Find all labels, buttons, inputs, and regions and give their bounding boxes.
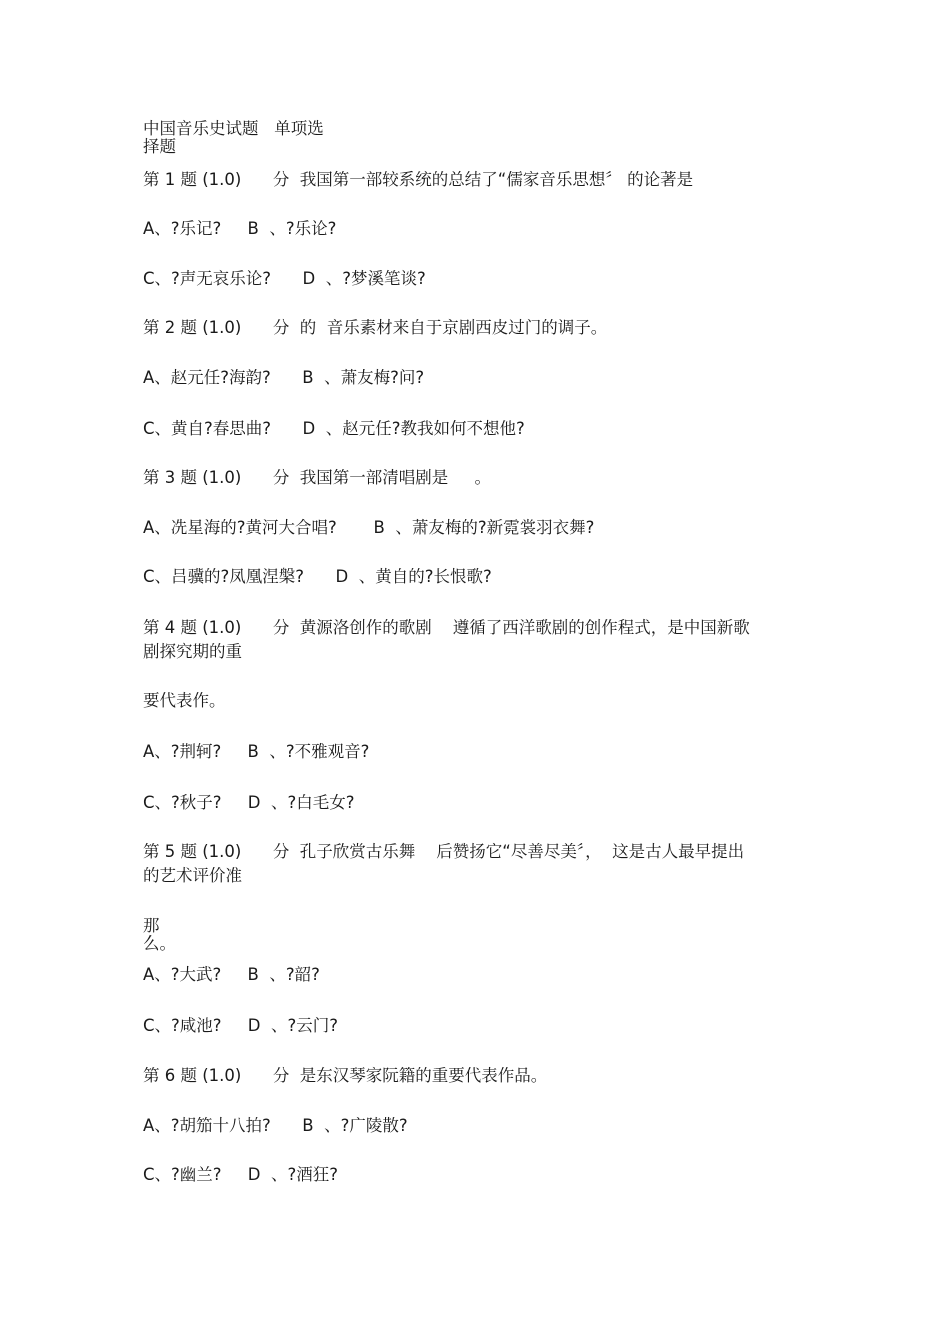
question-5-options-ab: A、?大武? B 、?韶? <box>143 965 320 984</box>
question-5-options-cd: C、?咸池? D 、?云门? <box>143 1016 338 1035</box>
question-3-options-cd: C、吕骥的?凤凰涅槃? D 、黄自的?长恨歌? <box>143 567 492 586</box>
question-2-options-cd: C、黄自?春思曲? D 、赵元任?教我如何不想他? <box>143 419 525 438</box>
question-6-options-ab: A、?胡笳十八拍? B 、?广陵散? <box>143 1116 408 1135</box>
question-6-text: 第 6 题 (1.0) 分 是东汉琴家阮籍的重要代表作品。 <box>143 1066 548 1085</box>
question-2-text: 第 2 题 (1.0) 分 的 音乐素材来自于京剧西皮过门的调子。 <box>143 318 608 337</box>
document-title-line1: 中国音乐史试题 单项选 <box>143 119 324 138</box>
document-title-line2: 择题 <box>143 137 176 156</box>
question-5-text-line2: 的艺术评价准 <box>143 866 242 885</box>
question-2-options-ab: A、赵元任?海韵? B 、萧友梅?问? <box>143 368 425 387</box>
question-5-text-line3: 那 <box>143 916 160 935</box>
question-4-options-ab: A、?荆轲? B 、?不雅观音? <box>143 742 370 761</box>
question-1-options-cd: C、?声无哀乐论? D 、?梦溪笔谈? <box>143 269 426 288</box>
question-4-options-cd: C、?秋子? D 、?白毛女? <box>143 793 355 812</box>
question-5-text-line4: 么。 <box>143 934 176 953</box>
question-4-text-line3: 要代表作。 <box>143 691 226 710</box>
question-5-text-line1: 第 5 题 (1.0) 分 孔子欣赏古乐舞 后赞扬它“尽善尽美〞， 这是古人最早提出 <box>143 842 745 861</box>
question-6-options-cd: C、?幽兰? D 、?酒狂? <box>143 1165 338 1184</box>
question-1-text: 第 1 题 (1.0) 分 我国第一部较系统的总结了“儒家音乐思想〞 的论著是 <box>143 170 694 189</box>
question-4-text-line1: 第 4 题 (1.0) 分 黄源洛创作的歌剧 遵循了西洋歌剧的创作程式，是中国新歌 <box>143 618 750 637</box>
question-1-options-ab: A、?乐记? B 、?乐论? <box>143 219 337 238</box>
question-4-text-line2: 剧探究期的重 <box>143 642 242 661</box>
question-3-text: 第 3 题 (1.0) 分 我国第一部清唱剧是 。 <box>143 468 492 487</box>
question-3-options-ab: A、冼星海的?黄河大合唱? B 、萧友梅的?新霓裳羽衣舞? <box>143 518 595 537</box>
